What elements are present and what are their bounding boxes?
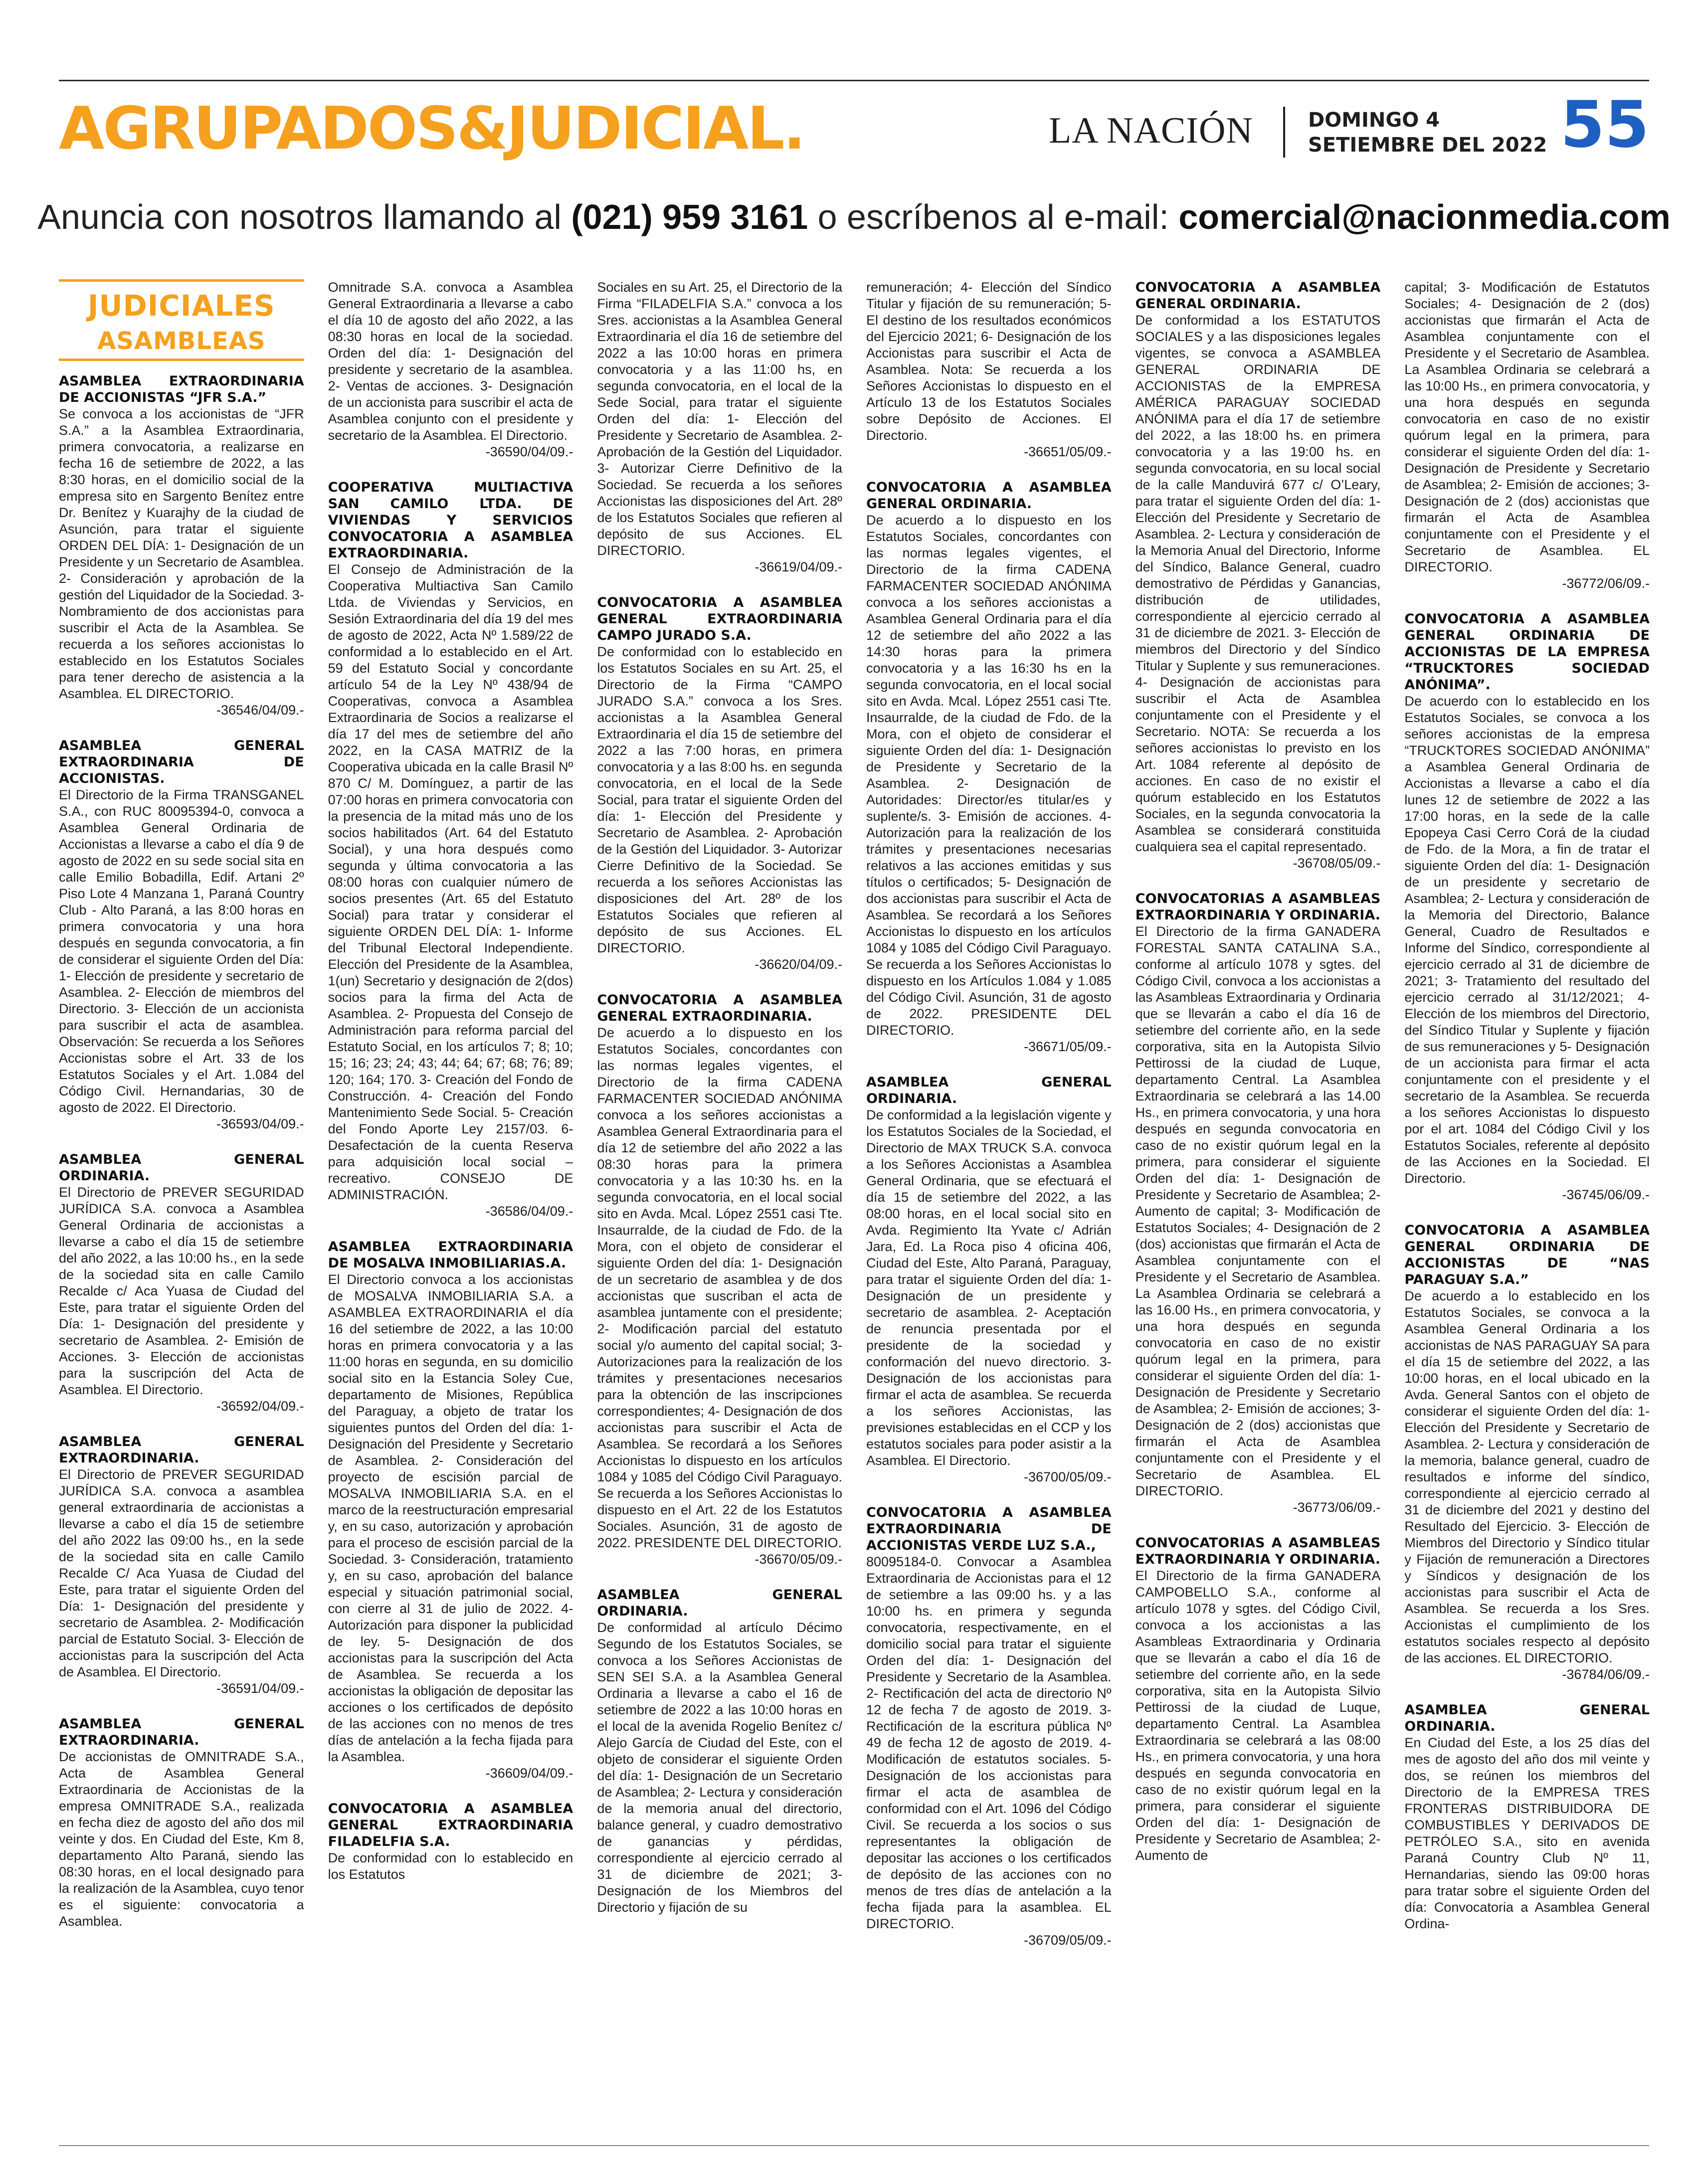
notice-list xyxy=(1404,279,1650,1932)
column-1 xyxy=(59,279,304,2142)
column-5 xyxy=(1136,279,1381,2142)
notice xyxy=(1136,279,1381,872)
notice-title: CONVOCATORIA A ASAMBLEA EXTRAORDINARIA DE ACCIONISTAS VERDE LUZ S.A., xyxy=(866,1505,1112,1553)
notice-body: De acuerdo con lo establecido en los Estatutos Sociales, se convoca a los señores accionistas de la empresa “TRUCKTORES SOCIEDAD ANÓNIMA” a Asamblea General Ordinaria de Accionistas a llevarse a cabo el día lunes 12 de setiembre de 2022 a las 17:00 horas, en la sede de la calle Epopeya Casi Cerro Corá de la ciudad de Fdo. de la Mora, a fin de tratar el siguiente Orden del día: 1- Designación de un presidente y secretario de Asamblea; 2- Lectura y consideración de la Memoria del Directorio, Balance General, Cuadro de Resultados e Informe del Síndico, correspondiente al ejercicio cerrado al 31 de diciembre de 2021; 3- Tratamiento del resultado del ejercicio cerrado al 31/12/2021; 4- Elección de los miembros del Directorio, del Síndico Titular y Suplente y fijación de sus remuneraciones y 5- Designación de un accionista para firmar el acta conjuntamente con el presidente y el secretario de la Asamblea. Se recuerda a los señores Accionistas lo dispuesto por el art. 1084 del Código Civil y los Estatutos Sociales, referente al depósito de las Acciones en la Sociedad. El Directorio. xyxy=(1404,694,1650,1186)
column-3 xyxy=(597,279,842,2142)
issue-date-day: DOMINGO 4 xyxy=(1308,109,1440,132)
notice xyxy=(866,279,1112,460)
notice-body: De accionistas de OMNITRADE S.A., Acta de Asamblea General Extraordinaria de Accionistas de la empresa OMNITRADE S.A., realizada en fecha diez de agosto del año dos mil veinte y dos. En Ciudad del Este, Km 8, departamento Alto Paraná, siendo las 08:30 horas, en el local designado para la realización de la Asamblea, cuyo tenor es el siguiente: convocatoria a Asamblea. xyxy=(59,1749,304,1929)
contact-middle: o escríbenos al e-mail: xyxy=(817,197,1169,236)
notice-reference: -36700/05/09.- xyxy=(1024,1469,1112,1484)
notice-body: El Directorio de PREVER SEGURIDAD JURÍDICA S.A. convoca a asamblea general extraordinaria de accionistas a llevarse a cabo el día 15 de setiembre del año 2022 las 09:00 hs., en la sede de la sociedad sita en calle Camilo Recalde C/ Aca Yuasa de Ciudad del Este, para tratar el siguiente Orden del Día: 1- Designación del presidente y secretario de Asamblea. 2- Modificación parcial de Estatuto Social. 3- Elección de accionistas para la suscripción del Acta de Asamblea. El Directorio. xyxy=(59,1467,304,1679)
notice xyxy=(597,279,842,575)
masthead xyxy=(59,86,1649,171)
notice-reference: -36593/04/09.- xyxy=(216,1116,304,1131)
notices-columns xyxy=(59,279,1650,2142)
section-title: AGRUPADOS&JUDICIAL. xyxy=(59,94,804,163)
newspaper-logo: LA NACIÓN xyxy=(1049,110,1253,151)
notice-reference: -36708/05/09.- xyxy=(1293,856,1381,871)
notice-body: El Consejo de Administración de la Cooperativa Multiactiva San Camilo Ltda. de Viviendas y Servicios, en Sesión Extraordinaria del día 19 del mes de agosto de 2022, Acta Nº 1.589/22 de conformidad a lo establecido en el Art. 59 del Estatuto Social y concordante artículo 54 de la Ley Nº 438/94 de Cooperativas, convoca a Asamblea Extraordinaria de Socios a realizarse el día 17 del mes de setiembre del año 2022, en la CASA MATRIZ de la Cooperativa ubicada en la calle Brasil Nº 870 C/ M. Domínguez, a partir de las 07:00 horas en primera convocatoria con la presencia de la mitad más uno de los socios habilitados (Art. 64 del Estatuto Social), y una hora después como segunda y última convocatoria a las 08:00 horas con cualquier número de socios presentes (Art. 65 del Estatuto Social) para tratar y considerar el siguiente ORDEN DEL DÍA: 1- Informe del Tribunal Electoral Independiente. Elección del Presidente de la Asamblea, 1(un) Secretario y designación de 2(dos) socios para la firma del Acta de Asamblea. 2- Propuesta del Consejo de Administración para reforma parcial del Estatuto Social, en los artículos 7; 8; 10; 15; 16; 23; 24; 43; 44; 64; 67; 68; 76; 89; 120; 164; 170. 3- Creación del Fondo de Construcción. 4- Creación del Fondo Mantenimiento Sede Social. 5- Creación del Fondo Aporte Ley 2157/03. 6- Desafectación de la cuenta Reserva para adquisición local social – recreativo. CONSEJO DE ADMINISTRACIÓN. xyxy=(328,562,573,1202)
notice-reference: -36671/05/09.- xyxy=(1024,1039,1112,1054)
notice-title: ASAMBLEA GENERAL EXTRAORDINARIA DE ACCIONISTAS. xyxy=(59,738,304,786)
notice xyxy=(866,479,1112,1055)
notice-reference: -36745/06/09.- xyxy=(1562,1187,1650,1202)
notice-reference: -36670/05/09.- xyxy=(755,1552,842,1567)
notice-body: Sociales en su Art. 25, el Directorio de la Firma “FILADELFIA S.A.” convoca a los Sres. accionistas a la Asamblea General Extraordinaria el día 16 de setiembre del 2022 a las 10:00 horas en primera convocatoria y a las 11:00 hs, en segunda convocatoria, en el local de la Sede Social, para tratar el siguiente Orden del día: 1- Elección del Presidente y Secretario de Asamblea. 2- Aprobación de la Gestión del Liquidador. 3- Autorizar Cierre Definitivo de la Sociedad. Se recuerda a los señores Accionistas las disposiciones del Art. 28º de los Estatutos Sociales que refieren al depósito de sus Acciones. EL DIRECTORIO. xyxy=(597,280,842,558)
notice xyxy=(328,1801,573,1883)
column-6 xyxy=(1404,279,1650,2142)
notice xyxy=(59,1151,304,1415)
column-2 xyxy=(328,279,573,2142)
notice-reference: -36546/04/09.- xyxy=(216,703,304,718)
subcategory-heading: ASAMBLEAS xyxy=(59,326,304,361)
notice-list xyxy=(59,373,304,1930)
notice xyxy=(59,373,304,719)
issue-date-month: SETIEMBRE DEL 2022 xyxy=(1308,134,1547,157)
notice-body: De conformidad con lo establecido en los Estatutos Sociales en su Art. 25, el Directorio de la Firma “CAMPO JURADO S.A.” convoca a los Sres. accionistas a la Asamblea General Extraordinaria el día 15 de setiembre del 2022 a las 7:00 horas, en primera convocatoria y a las 8:00 hs. en segunda convocatoria, en el local de la Sede Social, para tratar el siguiente Orden del día: 1- Elección del Presidente y Secretario de Asamblea. 2- Aprobación de la Gestión del Liquidador. 3- Autorizar Cierre Definitivo de la Sociedad. Se recuerda a los señores Accionistas las disposiciones del Art. 28º de los Estatutos Sociales que refieren al depósito de sus Acciones. EL DIRECTORIO. xyxy=(597,644,842,955)
notice-body: El Directorio de PREVER SEGURIDAD JURÍDICA S.A. convoca a Asamblea General Ordinaria de accionistas a llevarse a cabo el día 15 de setiembre del año 2022, a las 10:00 hs., en la sede de la sociedad sita en calle Camilo Recalde c/ Aca Yuasa de Ciudad del Este, para tratar el siguiente Orden del Día: 1- Designación del presidente y secretario de Asamblea. 2- Emisión de Acciones. 3- Elección de accionistas para la suscripción del Acta de Asamblea. El Directorio. xyxy=(59,1185,304,1397)
notice xyxy=(328,279,573,460)
issue-date xyxy=(1308,108,1547,158)
notice xyxy=(59,737,304,1132)
notice-list xyxy=(866,279,1112,1949)
notice-list xyxy=(1136,279,1381,1864)
notice-body: De conformidad a los ESTATUTOS SOCIALES y a las disposiciones legales vigentes, se convoca a ASAMBLEA GENERAL ORDINARIA DE ACCIONISTAS de la EMPRESA AMÉRICA PARAGUAY SOCIEDAD ANÓNIMA para el día 17 de setiembre del 2022, a las 18:00 hs. en primera convocatoria y a las 19:00 hs. en segunda convocatoria, en su local social de la calle Manduvirá 677 c/ O’Leary, para tratar el siguiente Orden del día: 1- Elección del Presidente y Secretario de Asamblea. 2- Lectura y consideración de la Memoria Anual del Directorio, Informe del Síndico, Balance General, cuadro demostrativo de Pérdidas y Ganancias, distribución de utilidades, correspondiente al ejercicio cerrado al 31 de diciembre de 2021. 3- Elección de miembros del Directorio y del Síndico Titular y Suplente y sus remuneraciones. 4- Designación de accionistas para suscribir el Acta de Asamblea conjuntamente con el Presidente y el Secretario. NOTA: Se recuerda a los señores accionistas lo previsto en los Art. 1084 referente al depósito de acciones. En caso de no existir el quórum establecido en los Estatutos Sociales, en la segunda convocatoria la Asamblea se considerará constituida cualquiera sea el capital representado. xyxy=(1135,313,1381,854)
notice-title: ASAMBLEA GENERAL ORDINARIA. xyxy=(1404,1702,1650,1734)
notice-body: El Directorio de la Firma TRANSGANEL S.A., con RUC 80095394-0, convoca a Asamblea General Ordinaria de Accionistas a llevarse a cabo el día 9 de agosto de 2022 en su sede social sita en calle Emilio Bobadilla, Edif. Artani 2º Piso Lote 4 Manzana 1, Paraná Country Club - Alto Paraná, a las 8:00 horas en primera convocatoria y una hora después en segunda convocatoria, a fin de considerar el siguiente Orden del Día: 1- Elección de presidente y secretario de Asamblea. 2- Elección de miembros del Directorio. 3- Elección de un accionista para suscribir el acta de asamblea. Observación: Se recuerda a los Señores Accionistas sobre el Art. 33 de los Estatutos Sociales y el Art. 1.084 del Código Civil. Hernandarias, 30 de agosto de 2022. El Directorio. xyxy=(59,787,304,1115)
notice xyxy=(1404,279,1650,592)
masthead-divider xyxy=(1283,107,1285,158)
notice-title: CONVOCATORIAS A ASAMBLEAS EXTRAORDINARIA Y ORDINARIA. xyxy=(1135,1535,1381,1567)
category-heading: JUDICIALES xyxy=(87,289,275,323)
notice-title: CONVOCATORIA A ASAMBLEA GENERAL EXTRAORDINARIA. xyxy=(597,992,842,1024)
notice-reference: -36620/04/09.- xyxy=(755,957,842,972)
notice-reference: -36784/06/09.- xyxy=(1562,1667,1650,1682)
notice-title: ASAMBLEA GENERAL ORDINARIA. xyxy=(597,1587,842,1619)
notice xyxy=(597,1587,842,1916)
notice xyxy=(1136,891,1381,1516)
category-block xyxy=(59,279,304,361)
notice-list xyxy=(597,279,842,1916)
notice-body: Omnitrade S.A. convoca a Asamblea General Extraordinaria a llevarse a cabo el día 10 de agosto del año 2022, a las 08:30 horas en local de la sociedad. Orden del día: 1- Designación del presidente y secretario de la asamblea. 2- Ventas de acciones. 3- Designación de un accionista para suscribir el acta de Asamblea conjunto con el presidente y secretario de la Asamblea. El Directorio. xyxy=(328,280,573,443)
notice-body: El Directorio de la firma GANADERA FORESTAL SANTA CATALINA S.A., conforme al artículo 1078 y sgtes. del Código Civil, convoca a los accionistas a las Asambleas Extraordinaria y Ordinaria que se llevarán a cabo el día 16 de setiembre del corriente año, en la sede corporativa, sita en la Autopista Silvio Pettirossi de la ciudad de Luque, departamento Central. La Asamblea Extraordinaria se celebrará a las 14.00 Hs., en primera convocatoria, y una hora después en segunda convocatoria en caso de no existir quórum legal en la primera, para considerar el siguiente Orden del día: 1- Designación de Presidente y Secretario de Asamblea; 2- Aumento de capital; 3- Modificación de Estatutos Sociales; 4- Designación de 2 (dos) accionistas que firmarán el Acta de Asamblea conjuntamente con el Presidente y el Secretario de Asamblea. La Asamblea Ordinaria se celebrará a las 16.00 Hs., en primera convocatoria, y una hora después en segunda convocatoria en caso de no existir quórum legal en la primera, para considerar el siguiente Orden del día: 1- Designación de Presidente y Secretario de Asamblea; 2- Emisión de acciones; 3- Designación de 2 (dos) accionistas que firmarán el Acta de Asamblea conjuntamente con el Presidente y el Secretario de Asamblea. EL DIRECTORIO. xyxy=(1135,924,1381,1498)
notice-body: En Ciudad del Este, a los 25 días del mes de agosto del año dos mil veinte y dos, se reúnen los miembros del Directorio de la EMPRESA TRES FRONTERAS DISTRIBUIDORA DE COMBUSTIBLES Y DERIVADOS DE PETRÓLEO S.A., sito en avenida Paraná Country Club Nº 11, Hernandarias, siendo las 09:00 horas para tratar sobre el siguiente Orden del día: Convocatoria a Asamblea General Ordina- xyxy=(1404,1735,1650,1931)
notice-body: Se convoca a los accionistas de “JFR S.A.” a la Asamblea Extraordinaria, primera convocatoria, a realizarse en fecha 16 de setiembre de 2022, a las 8:30 horas, en el domicilio social de la empresa sito en Sargento Benítez entre Dr. Benítez y Kuarajhy de la ciudad de Asunción, para tratar el siguiente ORDEN DEL DÍA: 1- Designación de un Presidente y un Secretario de Asamblea. 2- Consideración y aprobación de la gestión del Liquidador de la Sociedad. 3- Nombramiento de dos accionistas para suscribir el Acta de la Asamblea. Se recuerda a los señores accionistas lo establecido en los Estatutos Sociales para tener derecho de asistencia a la Asamblea. EL DIRECTORIO. xyxy=(59,406,304,701)
notice-body: De conformidad al artículo Décimo Segundo de los Estatutos Sociales, se convoca a los Señores Accionistas de SEN SEI S.A. a la Asamblea General Ordinaria a llevarse a cabo el 16 de setiembre de 2022 a las 10:00 horas en el local de la avenida Rogelio Benítez c/ Alejo García de Ciudad del Este, con el objeto de considerar el siguiente Orden del día: 1- Designación de un Secretario de Asamblea; 2- Lectura y consideración de la memoria anual del directorio, balance general, y cuadro demostrativo de ganancias y pérdidas, correspondiente al ejercicio cerrado al 31 de diciembre de 2021; 3- Designación de los Miembros del Directorio y fijación de su xyxy=(597,1620,842,1915)
notice-body: 80095184-0. Convocar a Asamblea Extraordinaria de Accionistas para el 12 de setiembre a las 09:00 hs. y a las 10:00 hs. en primera y segunda convocatoria, respectivamente, en el domicilio social para tratar el siguiente Orden del día: 1- Designación del Presidente y Secretario de la Asamblea. 2- Rectificación del acta de directorio Nº 12 de fecha 7 de agosto de 2019. 3- Rectificación de la escritura pública Nº 49 de fecha 12 de agosto de 2019. 4- Modificación de estatutos sociales. 5- Designación de los accionistas para firmar el acta de asamblea de conformidad con el Art. 1096 del Código Civil. Se recuerda a los socios o sus representantes la obligación de depositar las acciones o los certificados de depósito de las acciones con no menos de tres días de antelación a la fecha fijada para la asamblea. EL DIRECTORIO. xyxy=(866,1554,1112,1931)
notice-reference: -36586/04/09.- xyxy=(485,1204,573,1219)
notice-reference: -36619/04/09.- xyxy=(755,559,842,574)
notice-reference: -36651/05/09.- xyxy=(1024,444,1112,459)
contact-email[interactable]: comercial@nacionmedia.com xyxy=(1178,197,1671,236)
notice-title: CONVOCATORIA A ASAMBLEA GENERAL ORDINARIA DE ACCIONISTAS DE LA EMPRESA “TRUCKTORES SOCIEDAD ANÓNIMA”. xyxy=(1404,611,1650,693)
notice-title: CONVOCATORIA A ASAMBLEA GENERAL EXTRAORDINARIA CAMPO JURADO S.A. xyxy=(597,595,842,643)
notice-body: De acuerdo a lo dispuesto en los Estatutos Sociales, concordantes con las normas legales vigentes, el Directorio de la firma CADENA FARMACENTER SOCIEDAD ANÓNIMA convoca a los señores accionistas a Asamblea General Ordinaria para el día 12 de setiembre del año 2022 a las 14:30 horas para la primera convocatoria y a las 16:30 hs en la segunda convocatoria, en el local social sito en Avda. Mcal. López 2551 casi Tte. Insaurralde, de la ciudad de Fdo. de la Mora, con el objeto de considerar el siguiente Orden del día: 1- Designación de Presidente y Secretario de la Asamblea. 2- Designación de Autoridades: Director/es titular/es y suplente/s. 3- Emisión de acciones. 4- Autorización para la realización de los trámites y presentaciones necesarias relativos a las acciones emitidas y sus títulos o certificados; 5- Designación de dos accionistas para suscribir el Acta de Asamblea. Se recordará a los Señores Accionistas lo dispuesto en los artículos 1084 y 1085 del Código Civil Paraguayo. Se recuerda a los Señores Accionistas lo dispuesto en los Artículos 1.084 y 1.085 del Código Civil. Asunción, 31 de agosto de 2022. PRESIDENTE DEL DIRECTORIO. xyxy=(866,513,1112,1038)
notice-title: CONVOCATORIAS A ASAMBLEAS EXTRAORDINARIA Y ORDINARIA. xyxy=(1135,891,1381,923)
notice-reference: -36709/05/09.- xyxy=(1024,1933,1112,1948)
notice-reference: -36609/04/09.- xyxy=(485,1766,573,1781)
notice-title: ASAMBLEA GENERAL ORDINARIA. xyxy=(59,1152,304,1184)
notice-title: CONVOCATORIA A ASAMBLEA GENERAL ORDINARIA DE ACCIONISTAS DE “NAS PARAGUAY S.A.” xyxy=(1404,1223,1650,1287)
notice-title: ASAMBLEA GENERAL EXTRAORDINARIA. xyxy=(59,1716,304,1748)
notice xyxy=(1404,1222,1650,1683)
notice-reference: -36772/06/09.- xyxy=(1562,576,1650,591)
notice-body: remuneración; 4- Elección del Síndico Titular y fijación de su remuneración; 5- El destino de los resultados económicos del Ejercicio 2021; 6- Designación de los Accionistas para suscribir el Acta de Asamblea. Nota: Se recuerda a los Señores Accionistas lo dispuesto en el Artículo 13 de los Estatutos Sociales sobre Depósito de Acciones. El Directorio. xyxy=(866,280,1112,443)
notice xyxy=(59,1434,304,1697)
notice xyxy=(1136,1535,1381,1864)
notice-title: CONVOCATORIA A ASAMBLEA GENERAL ORDINARIA. xyxy=(866,480,1112,512)
column-4 xyxy=(866,279,1112,2142)
notice xyxy=(597,992,842,1568)
notice-title: ASAMBLEA EXTRAORDINARIA DE MOSALVA INMOBILIARIAS.A. xyxy=(328,1239,573,1271)
top-rule xyxy=(59,80,1649,81)
notice xyxy=(1404,611,1650,1203)
notice xyxy=(866,1074,1112,1485)
bottom-rule xyxy=(59,2145,1649,2146)
notice-title: ASAMBLEA GENERAL ORDINARIA. xyxy=(866,1075,1112,1106)
notice-body: De acuerdo a lo dispuesto en los Estatutos Sociales, concordantes con las normas legales vigentes, el Directorio de la firma CADENA FARMACENTER SOCIEDAD ANÓNIMA convoca a los señores accionistas a Asamblea General Extraordinaria para el día 12 de setiembre del año 2022 a las 08:30 horas para la primera convocatoria y a las 10:30 hs. en la segunda convocatoria, en el local social sito en Avda. Mcal. López 2551 casi Tte. Insaurralde, de la ciudad de Fdo. de la Mora, con el objeto de considerar el siguiente Orden del día: 1- Designación de un secretario de asamblea y de dos accionistas que suscriban el acta de asamblea juntamente con el presidente; 2- Modificación parcial del estatuto social y/o aumento del capital social; 3- Autorizaciones para la realización de los trámites y presentaciones necesarios para la obtención de las inscripciones correspondientes; 4- Designación de dos accionistas para suscribir el Acta de Asamblea. Se recordará a los Señores Accionistas lo dispuesto en los artículos 1084 y 1085 del Código Civil Paraguayo. Se recuerda a los Señores Accionistas lo dispuesto en el Art. 22 de los Estatutos Sociales. Asunción, 31 de agosto de 2022. PRESIDENTE DEL DIRECTORIO. xyxy=(597,1025,842,1550)
notice xyxy=(328,479,573,1220)
notice xyxy=(597,594,842,973)
notice-title: CONVOCATORIA A ASAMBLEA GENERAL EXTRAORDINARIA FILADELFIA S.A. xyxy=(328,1801,573,1849)
notice-body: capital; 3- Modificación de Estatutos Sociales; 4- Designación de 2 (dos) accionistas que firmarán el Acta de Asamblea conjuntamente con el Presidente y el Secretario de Asamblea. La Asamblea Ordinaria se celebrará a las 10:00 Hs., en primera convocatoria, y una hora después en segunda convocatoria en caso de no existir quórum legal en la primera, para considerar el siguiente Orden del día: 1- Designación de Presidente y Secretario de Asamblea; 2- Emisión de acciones; 3- Designación de 2 (dos) accionistas que firmarán el Acta de Asamblea conjuntamente con el Presidente y el Secretario de Asamblea. EL DIRECTORIO. xyxy=(1404,280,1650,574)
contact-prefix: Anuncia con nosotros llamando al xyxy=(37,197,562,236)
notice-title: ASAMBLEA EXTRAORDINARIA DE ACCIONISTAS “JFR S.A.” xyxy=(59,373,304,405)
notice-title: COOPERATIVA MULTIACTIVA SAN CAMILO LTDA. DE VIVIENDAS Y SERVICIOS CONVOCATORIA A ASAMBLEA EXTRAORDINARIA. xyxy=(328,480,573,561)
notice xyxy=(328,1239,573,1782)
notice xyxy=(866,1504,1112,1949)
notice-reference: -36590/04/09.- xyxy=(485,444,573,459)
notice-body: De conformidad a la legislación vigente y los Estatutos Sociales de la Sociedad, el Directorio de MAX TRUCK S.A. convoca a los Señores Accionistas a Asamblea General Ordinaria, que se efectuará el día 15 de setiembre del 2022, a las 08:00 horas, en el local social sito en Avda. Regimiento Ita Yvate c/ Adrián Jara, Ed. La Roca piso 4 oficina 406, Ciudad del Este, Alto Paraná, Paraguay, para tratar el siguiente Orden del día: 1- Designación de un presidente y secretario de asamblea. 2- Aceptación de renuncia presentada por el presidente de la sociedad y conformación del nuevo directorio. 3- Designación de los accionistas para firmar el acta de asamblea. Se recuerda a los señores Accionistas, las previsiones establecidas en el CCP y los estatutos sociales para poder asistir a la Asamblea. El Directorio. xyxy=(866,1107,1112,1468)
notice-reference: -36773/06/09.- xyxy=(1293,1500,1381,1515)
notice-title: CONVOCATORIA A ASAMBLEA GENERAL ORDINARIA. xyxy=(1135,280,1381,312)
notice-list xyxy=(328,279,573,1883)
notice-body: De acuerdo a lo establecido en los Estatutos Sociales, se convoca a la Asamblea General Ordinaria a los accionistas de NAS PARAGUAY SA para el día 15 de setiembre del 2022, a las 10:00 horas, en el local ubicado en la Avda. General Santos con el objeto de considerar el siguiente Orden del día: 1- Elección del Presidente y Secretario de Asamblea. 2- Lectura y consideración de la memoria, balance general, cuadro de resultados e informe del síndico, correspondiente al ejercicio cerrado al 31 de diciembre del 2021 y destino del Resultado del Ejercicio. 3- Elección de Miembros del Directorio y Síndico titular y Fijación de remuneración a Directores y Síndicos y designación de los accionistas para suscribir el Acta de Asamblea. Se recuerda a los Sres. Accionistas el cumplimiento de los estatutos sociales respecto al depósito de las acciones. EL DIRECTORIO. xyxy=(1404,1288,1650,1665)
notice-body: De conformidad con lo establecido en los Estatutos xyxy=(328,1850,573,1882)
notice-reference: -36592/04/09.- xyxy=(216,1399,304,1414)
notice-reference: -36591/04/09.- xyxy=(216,1681,304,1696)
page-number: 55 xyxy=(1560,88,1649,162)
contact-banner xyxy=(0,197,1708,237)
notice-body: El Directorio convoca a los accionistas de MOSALVA INMOBILIARIA S.A. a ASAMBLEA EXTRAORDINARIA el día 16 del setiembre de 2022, a las 10:00 horas en primera convocatoria y a las 11:00 horas en segunda, en su domicilio social sito en la Estancia Soley Cue, departamento de Misiones, República del Paraguay, a objeto de tratar los siguientes puntos del Orden del día: 1- Designación del Presidente y Secretario de Asamblea. 2- Consideración del proyecto de escisión parcial de MOSALVA INMOBILIARIA S.A. en el marco de la reestructuración empresarial y, en su caso, autorización y aprobación para el proceso de escisión parcial de la Sociedad. 3- Consideración, tratamiento y, en su caso, aprobación del balance especial y situación patrimonial social, con cierre al 31 de julio de 2022. 4- Autorización para disponer la publicidad de ley. 5- Designación de dos accionistas para la suscripción del Acta de Asamblea. Se recuerda a los accionistas la obligación de depositar las acciones o los certificados de depósito de las acciones con no menos de tres días de antelación a la fecha fijada para la Asamblea. xyxy=(328,1272,573,1764)
notice xyxy=(59,1716,304,1930)
contact-phone[interactable]: (021) 959 3161 xyxy=(571,197,808,236)
notice-body: El Directorio de la firma GANADERA CAMPOBELLO S.A., conforme al artículo 1078 y sgtes. del Código Civil, convoca a los accionistas a las Asambleas Extraordinaria y Ordinaria que se llevarán a cabo el día 16 de setiembre del corriente año, en la sede corporativa, sita en la Autopista Silvio Pettirossi de la ciudad de Luque, departamento Central. La Asamblea Extraordinaria se celebrará a las 08:00 Hs., en primera convocatoria, y una hora después en segunda convocatoria en caso de no existir quórum legal en la primera, para considerar el siguiente Orden del día: 1- Designación de Presidente y Secretario de Asamblea; 2- Aumento de xyxy=(1135,1568,1381,1863)
notice xyxy=(1404,1702,1650,1932)
notice-title: ASAMBLEA GENERAL EXTRAORDINARIA. xyxy=(59,1434,304,1466)
